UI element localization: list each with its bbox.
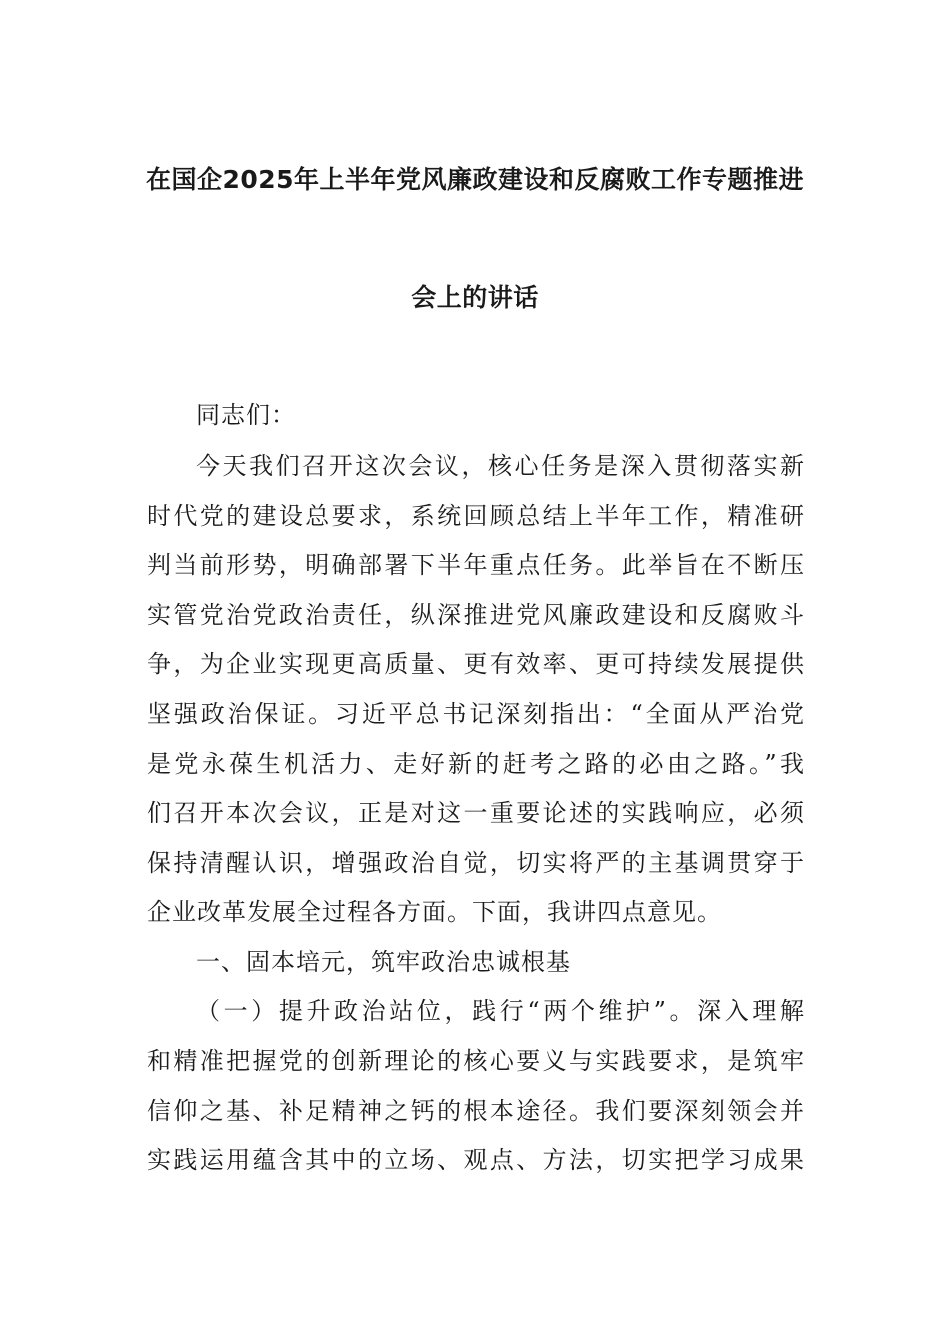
subsection-line: 实践运用蕴含其中的立场、观点、方法，切实把学习成果 — [147, 1146, 805, 1174]
paragraph-line: 坚强政治保证。习近平总书记深刻指出：“全面从严治党 — [147, 700, 805, 728]
paragraph-line: 是党永葆生机活力、走好新的赶考之路的必由之路。”我 — [147, 750, 805, 778]
subsection-line: 信仰之基、补足精神之钙的根本途径。我们要深刻领会并 — [147, 1097, 805, 1125]
subsection-line: 和精准把握党的创新理论的核心要义与实践要求，是筑牢 — [147, 1047, 805, 1075]
paragraph-line: 争，为企业实现更高质量、更有效率、更可持续发展提供 — [147, 650, 805, 678]
paragraph-line: 们召开本次会议，正是对这一重要论述的实践响应，必须 — [147, 799, 805, 827]
paragraph-line: 今天我们召开这次会议，核心任务是深入贯彻落实新 — [196, 452, 805, 480]
paragraph-line: 实管党治党政治责任，纵深推进党风廉政建设和反腐败斗 — [147, 601, 805, 629]
section-heading: 一、固本培元，筑牢政治忠诚根基 — [196, 948, 571, 976]
paragraph-line: 判当前形势，明确部署下半年重点任务。此举旨在不断压 — [147, 551, 805, 579]
paragraph-line: 时代党的建设总要求，系统回顾总结上半年工作，精准研 — [147, 502, 805, 530]
paragraph-line: 保持清醒认识，增强政治自觉，切实将严的主基调贯穿于 — [147, 849, 805, 877]
document-title-line-1: 在国企2025年上半年党风廉政建设和反腐败工作专题推进 — [145, 165, 805, 194]
document-title-line-2: 会上的讲话 — [411, 283, 539, 312]
salutation: 同志们： — [196, 401, 296, 429]
paragraph-line: 企业改革发展全过程各方面。下面，我讲四点意见。 — [147, 898, 722, 926]
subsection-line: （一）提升政治站位，践行“两个维护”。深入理解 — [196, 997, 805, 1025]
